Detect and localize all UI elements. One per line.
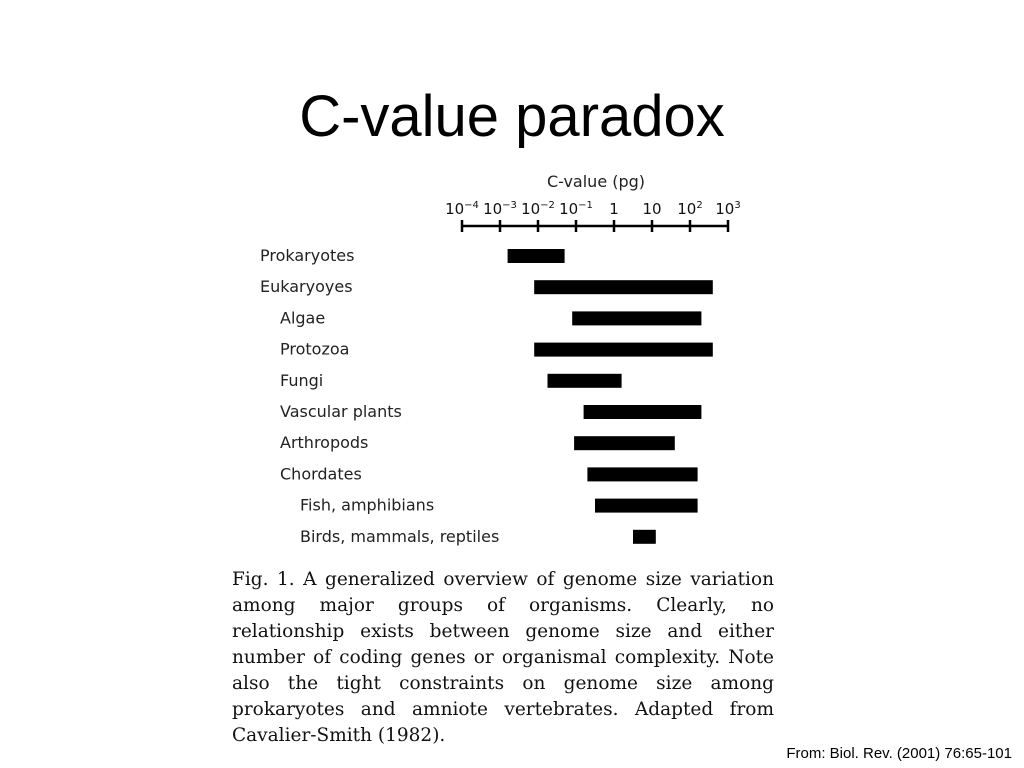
category-label: Vascular plants bbox=[280, 402, 402, 421]
category-label: Eukaryoyes bbox=[260, 277, 353, 297]
range-bar bbox=[508, 249, 565, 263]
tick-label: 10 bbox=[642, 200, 662, 218]
range-bars bbox=[508, 249, 713, 544]
category-label: Birds, mammals, reptiles bbox=[300, 526, 500, 546]
range-bar bbox=[574, 436, 675, 450]
tick-label: $10^{-1}$ bbox=[559, 200, 593, 218]
axis-title: C-value (pg) bbox=[546, 172, 646, 191]
tick-label: $10^{-2}$ bbox=[521, 200, 555, 218]
tick-label: $10^2$ bbox=[677, 200, 703, 218]
slide-title: C-value paradox bbox=[299, 84, 725, 149]
tick-label: 1 bbox=[609, 200, 619, 218]
range-bar bbox=[584, 405, 702, 419]
category-labels bbox=[260, 246, 499, 546]
tick-label: $10^{-3}$ bbox=[483, 200, 517, 218]
range-bar bbox=[587, 467, 697, 481]
range-bar bbox=[572, 311, 701, 325]
range-bar bbox=[534, 280, 713, 294]
category-label: Fish, amphibians bbox=[300, 495, 435, 515]
range-bar bbox=[534, 343, 713, 357]
category-label: Chordates bbox=[280, 464, 362, 484]
range-bar bbox=[548, 374, 622, 388]
range-bar bbox=[633, 530, 656, 544]
figure-caption: Fig. 1. A generalized overview of genome size variation among major groups of organisms. Clearly, no relationship exists between genome size and either number of coding genes or organismal complexity. Note also the tight constraints on genome size among prokaryotes and amniote vertebrates. Adapted from Cavalier-Smith (1982). bbox=[232, 569, 774, 746]
category-label: Arthropods bbox=[280, 433, 369, 453]
tick-label: $10^3$ bbox=[715, 200, 741, 218]
category-label: Prokaryotes bbox=[260, 246, 355, 265]
tick-label: $10^{-4}$ bbox=[445, 200, 479, 218]
category-label: Protozoa bbox=[280, 339, 350, 359]
category-label: Algae bbox=[280, 308, 326, 328]
source-citation: From: Biol. Rev. (2001) 76:65-101 bbox=[786, 745, 1012, 762]
range-bar bbox=[595, 499, 698, 513]
category-label: Fungi bbox=[280, 370, 324, 390]
